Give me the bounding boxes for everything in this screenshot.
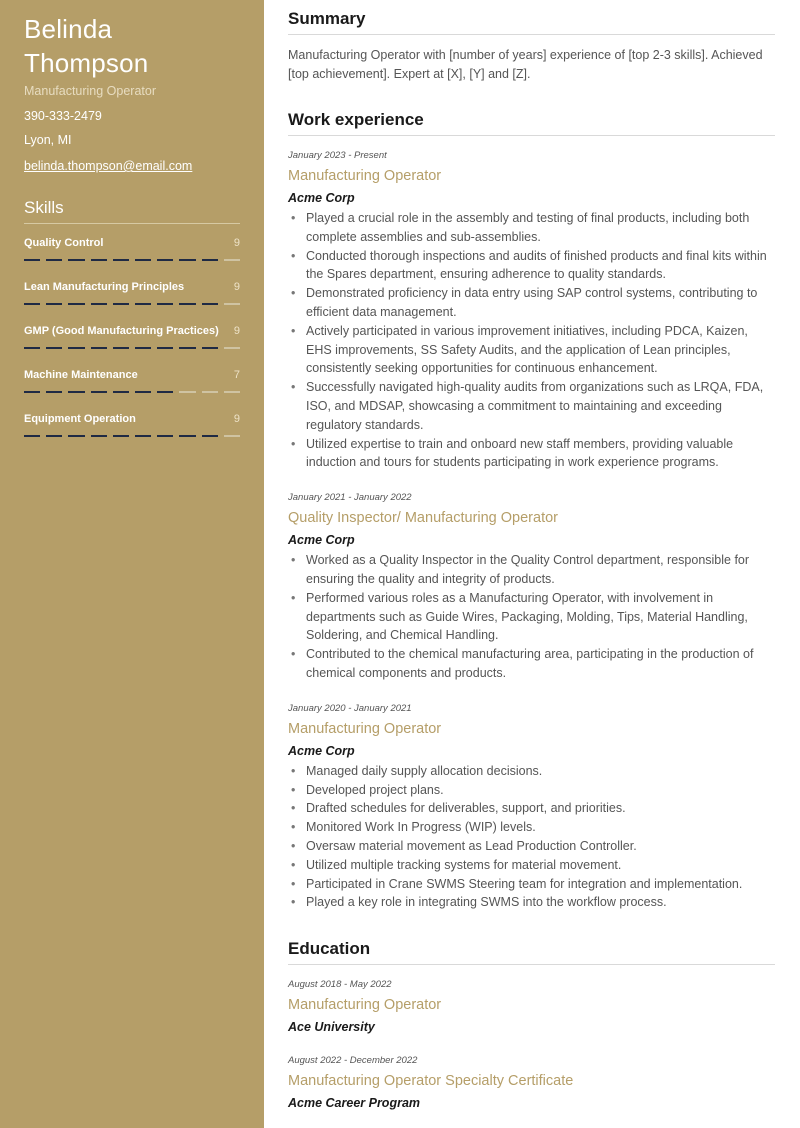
skill-level-segment-filled xyxy=(24,259,40,261)
skill-level-segment-filled xyxy=(24,303,40,305)
education-section xyxy=(288,938,775,1111)
skill-item xyxy=(24,400,240,444)
email-link[interactable]: belinda.thompson@email.com xyxy=(24,159,193,173)
skill-item xyxy=(24,312,240,356)
summary-section xyxy=(288,8,775,84)
company-name: Acme Corp xyxy=(288,191,355,205)
education-entry xyxy=(288,979,775,1035)
skill-level-bar xyxy=(24,259,240,261)
job-title: Quality Inspector/ Manufacturing Operator xyxy=(288,510,558,527)
job-title: Manufacturing Operator xyxy=(288,168,442,184)
skill-level-segment-filled xyxy=(113,259,129,261)
skill-level-segment-filled xyxy=(135,435,151,437)
skill-score: 9 xyxy=(233,237,240,249)
skill-score: 9 xyxy=(233,281,240,293)
skill-level-segment-empty xyxy=(224,391,240,393)
skill-level-segment-empty xyxy=(224,303,240,305)
candidate-name: Belinda Thompson xyxy=(24,14,149,78)
degree-title: Manufacturing Operator Specialty Certificate xyxy=(288,1073,574,1090)
company-name: Acme Corp xyxy=(288,533,355,548)
bullet-item: • Managed daily supply allocation decisions. xyxy=(288,762,775,781)
job-title: Manufacturing Operator xyxy=(288,720,442,737)
education-dates: August 2018 - May 2022 xyxy=(288,979,392,991)
experience-heading: Work experience xyxy=(288,109,775,136)
skill-level-segment-filled xyxy=(46,347,62,349)
skill-level-segment-filled xyxy=(68,347,84,349)
job-entry xyxy=(288,703,775,912)
skill-level-bar xyxy=(24,303,240,305)
skill-level-segment-filled xyxy=(24,435,40,437)
school-name: Acme Career Program xyxy=(288,1096,421,1111)
skill-level-segment-filled xyxy=(91,435,107,437)
skill-level-segment-filled xyxy=(68,303,84,305)
job-dates: January 2020 - January 2021 xyxy=(288,702,412,714)
skill-level-segment-filled xyxy=(113,435,129,437)
skill-level-segment-filled xyxy=(91,347,107,349)
skill-level-bar xyxy=(24,435,240,437)
skill-level-segment-filled xyxy=(179,347,195,349)
bullet-item: • Monitored Work In Progress (WIP) levels. xyxy=(288,818,775,837)
skill-level-segment-filled xyxy=(157,391,173,393)
skill-level-segment-filled xyxy=(91,391,107,393)
skill-name: Quality Control xyxy=(24,237,104,249)
skill-level-segment-filled xyxy=(202,259,218,261)
education-dates: August 2022 - December 2022 xyxy=(288,1055,418,1067)
skill-score: 9 xyxy=(233,413,240,425)
skill-level-bar xyxy=(24,347,240,349)
job-entry xyxy=(288,492,775,683)
skill-level-segment-empty xyxy=(224,259,240,261)
skill-level-segment-filled xyxy=(157,347,173,349)
skill-level-segment-filled xyxy=(179,303,195,305)
skill-level-segment-empty xyxy=(224,435,240,437)
skill-level-segment-filled xyxy=(202,347,218,349)
skill-level-segment-filled xyxy=(46,391,62,393)
skill-level-segment-filled xyxy=(157,303,173,305)
bullet-item: • Played a crucial role in the assembly and testing of final products, including both complete assemblies and sub-assemblies. xyxy=(288,209,775,247)
summary-heading: Summary xyxy=(288,8,775,35)
skill-level-segment-filled xyxy=(202,435,218,437)
skill-level-segment-filled xyxy=(91,303,107,305)
skill-level-segment-filled xyxy=(202,303,218,305)
skill-score: 9 xyxy=(233,325,240,337)
jobs-list xyxy=(288,150,775,912)
main-content xyxy=(288,8,775,1111)
skill-level-segment-filled xyxy=(68,435,84,437)
bullet-item: • Played a key role in integrating SWMS into the workflow process. xyxy=(288,893,775,912)
skill-level-segment-filled xyxy=(113,391,129,393)
skill-level-segment-empty xyxy=(202,391,218,393)
skills-heading: Skills xyxy=(24,198,240,224)
education-heading: Education xyxy=(288,938,775,965)
candidate-role: Manufacturing Operator xyxy=(24,84,157,98)
skills-list xyxy=(24,224,240,444)
experience-section xyxy=(288,109,775,912)
bullet-item: • Developed project plans. xyxy=(288,781,775,800)
location: Lyon, MI xyxy=(24,133,72,147)
bullet-item: • Performed various roles as a Manufacturing Operator, with involvement in departments such as Guide Wires, Packaging, Molding, Tips, Material Handling, Soldering, and Chemical Handling. xyxy=(288,589,775,645)
skill-level-segment-filled xyxy=(135,259,151,261)
job-bullets xyxy=(288,209,775,472)
bullet-item: • Contributed to the chemical manufacturing area, participating in the production of chemical components and products. xyxy=(288,645,775,683)
skill-row xyxy=(24,268,240,294)
phone-number: 390-333-2479 xyxy=(24,109,102,123)
skill-item xyxy=(24,356,240,400)
job-bullets xyxy=(288,762,775,912)
skill-level-segment-filled xyxy=(135,391,151,393)
skill-name: Lean Manufacturing Principles xyxy=(24,281,185,293)
bullet-item: • Demonstrated proficiency in data entry using SAP control systems, contributing to efficient data management. xyxy=(288,284,775,322)
skill-name: Equipment Operation xyxy=(24,413,136,425)
skill-level-segment-filled xyxy=(179,259,195,261)
skill-level-segment-filled xyxy=(179,435,195,437)
skill-level-segment-filled xyxy=(24,347,40,349)
bullet-item: • Conducted thorough inspections and audits of finished products and final kits within the Spares department, ensuring adherence to quality standards. xyxy=(288,247,775,285)
skill-level-segment-filled xyxy=(135,303,151,305)
skill-level-segment-filled xyxy=(68,391,84,393)
skill-level-segment-filled xyxy=(24,391,40,393)
sidebar xyxy=(0,0,264,1128)
skill-level-segment-filled xyxy=(113,303,129,305)
skill-item xyxy=(24,268,240,312)
bullet-item: • Drafted schedules for deliverables, support, and priorities. xyxy=(288,799,775,818)
bullet-item: • Successfully navigated high-quality audits from organizations such as LRQA, FDA, ISO, and MDSAP, showcasing a commitment to maintaining and exceeding regulatory standards. xyxy=(288,378,775,434)
skill-row xyxy=(24,400,240,426)
school-name: Ace University xyxy=(288,1020,375,1035)
skill-level-segment-filled xyxy=(91,259,107,261)
skill-level-bar xyxy=(24,391,240,393)
skill-level-segment-empty xyxy=(224,347,240,349)
skill-level-segment-filled xyxy=(135,347,151,349)
skill-row xyxy=(24,356,240,382)
degree-title: Manufacturing Operator xyxy=(288,997,442,1014)
bullet-item: • Actively participated in various improvement initiatives, including PDCA, Kaizen, EHS improvements, SS Safety Audits, and the application of Lean principles, consistently seeking opportunities for continuous enhancement. xyxy=(288,322,775,378)
skill-level-segment-filled xyxy=(46,259,62,261)
job-dates: January 2021 - January 2022 xyxy=(288,492,412,504)
education-list xyxy=(288,979,775,1111)
job-bullets xyxy=(288,551,775,683)
summary-text: Manufacturing Operator with [number of years] experience of [top 2-3 skills]. Achieved [top achievement]. Expert at [X], [Y] and [Z]. xyxy=(288,48,763,81)
skill-level-segment-empty xyxy=(179,391,195,393)
skill-level-segment-filled xyxy=(157,259,173,261)
skill-level-segment-filled xyxy=(157,435,173,437)
skill-row xyxy=(24,312,240,338)
skill-level-segment-filled xyxy=(46,435,62,437)
bullet-item: • Participated in Crane SWMS Steering team for integration and implementation. xyxy=(288,875,775,894)
skill-name: Machine Maintenance xyxy=(24,369,138,381)
bullet-item: • Utilized multiple tracking systems for material movement. xyxy=(288,856,775,875)
job-dates: January 2023 - Present xyxy=(288,150,387,161)
skill-level-segment-filled xyxy=(113,347,129,349)
bullet-item: • Oversaw material movement as Lead Production Controller. xyxy=(288,837,775,856)
education-entry xyxy=(288,1055,775,1111)
skill-row xyxy=(24,224,240,250)
skill-score: 7 xyxy=(233,369,240,381)
skill-level-segment-filled xyxy=(68,259,84,261)
bullet-item: • Worked as a Quality Inspector in the Quality Control department, responsible for ensuring the quality and integrity of products. xyxy=(288,551,775,589)
company-name: Acme Corp xyxy=(288,743,355,758)
skill-name: GMP (Good Manufacturing Practices) xyxy=(24,325,219,337)
skill-level-segment-filled xyxy=(46,303,62,305)
job-entry xyxy=(288,150,775,472)
skill-item xyxy=(24,224,240,268)
bullet-item: • Utilized expertise to train and onboard new staff members, providing valuable induction and tours for students participating in work experience programs. xyxy=(288,435,775,473)
